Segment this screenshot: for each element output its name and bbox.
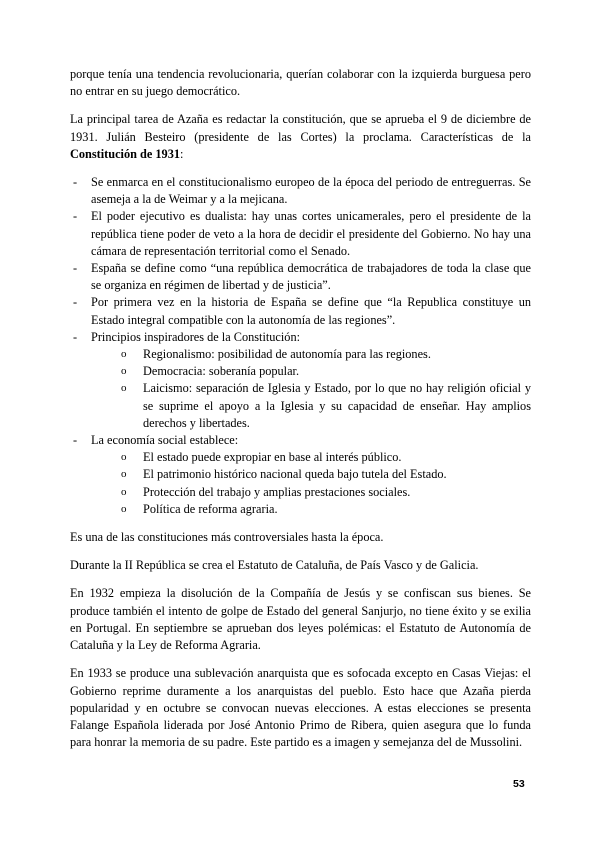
dash-bullet: - <box>73 295 78 310</box>
dash-bullet: - <box>73 175 78 190</box>
paragraph-constitution-text: La principal tarea de Azaña es redactar la constitución, que se aprueba el 9 de diciembre de 1931. Julián Besteiro (presidente de las Cortes) la proclama. Características de la <box>70 112 531 144</box>
economy-sublist <box>91 449 531 518</box>
circle-bullet: o <box>121 485 127 498</box>
list-item-text: Se enmarca en el constitucionalismo europeo de la época del periodo de entreguerras. Se asemeja a la de Weimar y a la mejicana. <box>91 175 531 207</box>
sublist-item-text: Democracia: soberanía popular. <box>143 364 300 379</box>
principles-sublist <box>91 346 531 432</box>
dash-bullet: - <box>73 329 78 344</box>
paragraph-constitution <box>70 111 531 163</box>
page-number: 53 <box>513 778 525 790</box>
paragraph-1933: En 1933 se produce una sublevación anarquista que es sofocada excepto en Casas Viejas: el Gobierno reprime duramente a los anarquistas del pueblo. Esto hace que Azaña pierda popularidad y en octubre se convocan nuevas elecciones. A estas elecciones se presenta Falange Española liderada por José Antonio Primo de Ribera, quien asegura que lo funda para honrar la memoria de su padre. Este partido es a imagen y semejanza del de Mussolini. <box>70 666 531 750</box>
sublist-item <box>91 363 531 380</box>
circle-bullet: o <box>121 502 127 515</box>
circle-bullet: o <box>121 451 127 464</box>
paragraph-1932: En 1932 empieza la disolución de la Compañía de Jesús y se confiscan sus bienes. Se produce también el intento de golpe de Estado del general Sanjurjo, no tiene éxito y se exilia en Portugal. En septiembre se aprueban dos leyes polémicas: el Estatuto de Autonomía de Cataluña y la Ley de Reforma Agraria. <box>70 586 531 653</box>
list-item <box>70 174 531 208</box>
sublist-item-text: El estado puede expropiar en base al interés público. <box>143 450 402 465</box>
list-item-text: La economía social establece: <box>91 433 239 448</box>
sublist-item-text: Laicismo: separación de Iglesia y Estado, por lo que no hay religión oficial y se suprime el apoyo a la Iglesia y su capacidad de enseñar. Hay amplios derechos y libertades. <box>143 381 531 430</box>
circle-bullet: o <box>121 468 127 481</box>
dash-bullet: - <box>73 209 78 224</box>
document-page <box>70 66 531 762</box>
list-item-text: El poder ejecutivo es dualista: hay unas cortes unicamerales, pero el presidente de la república tiene poder de veto a la hora de decidir el presidente del Gobierno. No hay una cámara de representación territorial como el Senado. <box>91 209 531 258</box>
list-item <box>70 208 531 260</box>
sublist-item-text: Política de reforma agraria. <box>143 501 278 516</box>
dash-bullet: - <box>73 433 78 448</box>
circle-bullet: o <box>121 382 127 395</box>
constitution-heading: Constitución de 1931 <box>70 146 180 161</box>
dash-bullet: - <box>73 261 78 276</box>
list-item <box>70 260 531 294</box>
constitution-features-list <box>70 174 531 518</box>
sublist-item-text: Regionalismo: posibilidad de autonomía para las regiones. <box>143 347 431 362</box>
list-item <box>70 329 531 432</box>
paragraph-statutes: Durante la II República se crea el Estatuto de Cataluña, de País Vasco y de Galicia. <box>70 558 479 573</box>
list-item <box>70 294 531 328</box>
sublist-item <box>91 484 531 501</box>
list-item-text: Principios inspiradores de la Constitución: <box>91 329 301 344</box>
list-item <box>70 432 531 518</box>
sublist-item-text: Protección del trabajo y amplias prestaciones sociales. <box>143 484 411 499</box>
sublist-item <box>91 501 531 518</box>
paragraph-intro: porque tenía una tendencia revolucionaria, querían colaborar con la izquierda burguesa pero no entrar en su juego democrático. <box>70 67 531 99</box>
paragraph-controversial: Es una de las constituciones más controversiales hasta la época. <box>70 530 384 545</box>
sublist-item <box>91 466 531 483</box>
list-item-text: Por primera vez en la historia de España se define que “la Republica constituye un Estado integral compatible con la autonomía de las regiones”. <box>91 295 531 327</box>
sublist-item <box>91 380 531 432</box>
circle-bullet: o <box>121 365 127 378</box>
list-item-text: España se define como “una república democrática de trabajadores de toda la clase que se organiza en régimen de libertad y de justicia”. <box>91 261 531 293</box>
sublist-item <box>91 449 531 466</box>
circle-bullet: o <box>121 348 127 361</box>
sublist-item-text: El patrimonio histórico nacional queda bajo tutela del Estado. <box>143 467 447 482</box>
sublist-item <box>91 346 531 363</box>
constitution-colon: : <box>180 146 184 161</box>
